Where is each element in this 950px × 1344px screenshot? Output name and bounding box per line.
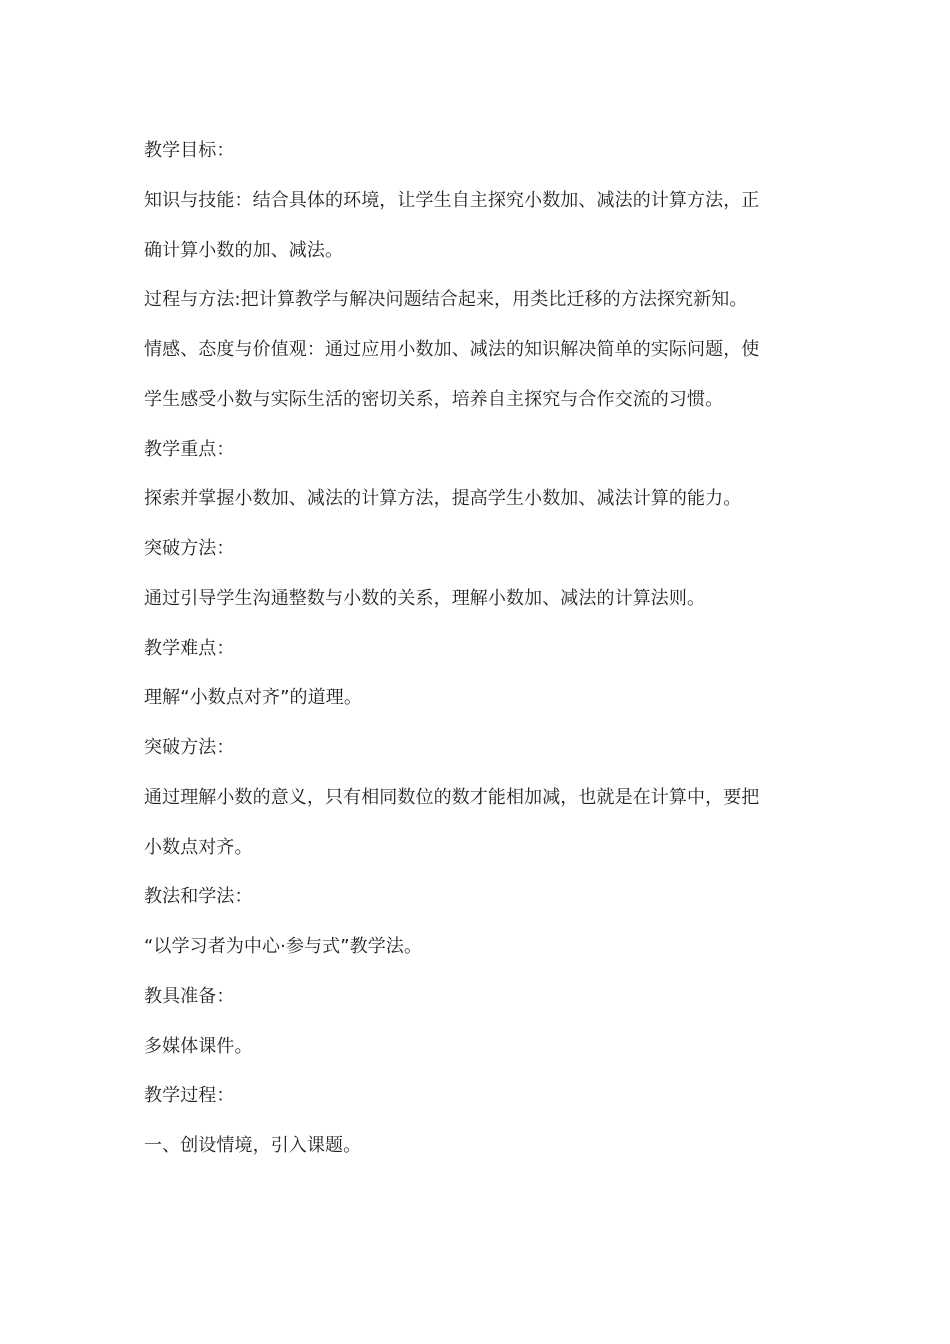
paragraph-teaching-methods: “以学习者为中心·参与式”教学法。: [144, 936, 423, 957]
paragraph-breakthrough-method-2: 通过理解小数的意义，只有相同数位的数才能相加减，也就是在计算中，要把: [144, 786, 760, 808]
heading-teaching-methods: 教法和学法：: [144, 886, 253, 908]
paragraph-section-one: 一、创设情境，引入课题。: [144, 1135, 362, 1156]
paragraph-difficulties: 理解“小数点对齐”的道理。: [144, 687, 362, 709]
heading-difficulties: 教学难点：: [144, 637, 235, 659]
paragraph-knowledge-skills: 知识与技能：结合具体的环境，让学生自主探究小数加、减法的计算方法，正: [144, 189, 760, 211]
paragraph-teaching-aids: 多媒体课件。: [144, 1035, 253, 1057]
paragraph-key-points: 探索并掌握小数加、减法的计算方法，提高学生小数加、减法计算的能力。: [144, 488, 742, 510]
document-body: [144, 136, 804, 1181]
heading-breakthrough-method-2: 突破方法：: [144, 737, 235, 758]
paragraph-breakthrough-method-2-cont: 小数点对齐。: [144, 836, 253, 858]
paragraph-knowledge-skills-cont: 确计算小数的加、减法。: [144, 239, 344, 261]
paragraph-process-method: 过程与方法:把计算教学与解决问题结合起来，用类比迁移的方法探究新知。: [144, 289, 748, 311]
heading-breakthrough-method-1: 突破方法：: [144, 538, 235, 559]
heading-teaching-process: 教学过程：: [144, 1085, 235, 1107]
paragraph-emotion-values: 情感、态度与价值观：通过应用小数加、减法的知识解决简单的实际问题，使: [144, 339, 760, 360]
paragraph-emotion-values-cont: 学生感受小数与实际生活的密切关系，培养自主探究与合作交流的习惯。: [144, 388, 724, 410]
heading-teaching-aids: 教具准备：: [144, 985, 235, 1007]
paragraph-breakthrough-method-1: 通过引导学生沟通整数与小数的关系，理解小数加、减法的计算法则。: [144, 587, 706, 609]
heading-teaching-goals: 教学目标：: [144, 140, 235, 161]
heading-key-points: 教学重点：: [144, 438, 235, 460]
